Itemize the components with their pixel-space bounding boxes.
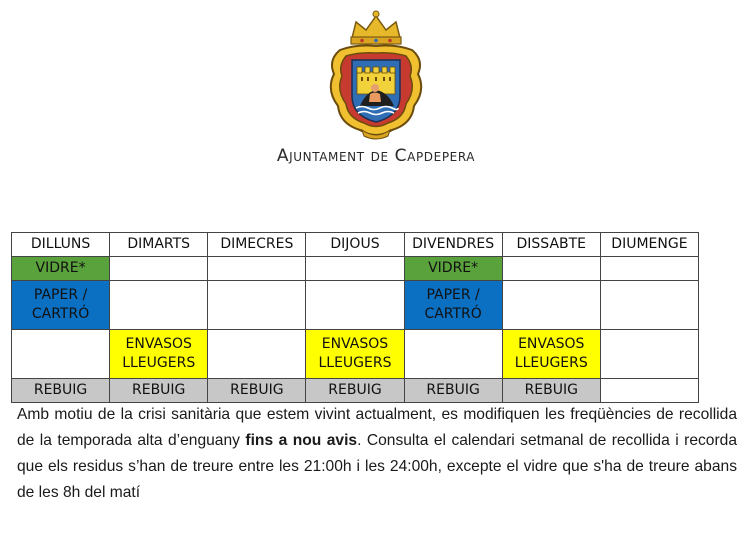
table-row bbox=[12, 379, 699, 403]
day-header: DIMARTS bbox=[110, 233, 208, 257]
empty-cell bbox=[502, 281, 600, 330]
weekly-collection-table bbox=[11, 232, 699, 403]
empty-cell bbox=[600, 281, 698, 330]
crown-icon bbox=[351, 11, 401, 44]
empty-cell bbox=[208, 257, 306, 281]
day-header: DILLUNS bbox=[12, 233, 110, 257]
envasos-line2: LLEUGERS bbox=[514, 355, 588, 371]
organization-title: Ajuntament de Capdepera bbox=[276, 146, 476, 166]
envasos-lleugers-cell bbox=[502, 330, 600, 379]
paper-line1: PAPER / bbox=[33, 287, 88, 303]
paper-carto-cell bbox=[12, 281, 110, 330]
notice-paragraph bbox=[17, 402, 737, 506]
empty-cell bbox=[404, 330, 502, 379]
envasos-lleugers-cell bbox=[110, 330, 208, 379]
vidre-cell: VIDRE* bbox=[12, 257, 110, 281]
rebuig-cell: REBUIG bbox=[110, 379, 208, 403]
rebuig-cell: REBUIG bbox=[404, 379, 502, 403]
rebuig-cell: REBUIG bbox=[12, 379, 110, 403]
empty-cell bbox=[208, 330, 306, 379]
table-row bbox=[12, 257, 699, 281]
empty-cell bbox=[306, 281, 404, 330]
notice-text-after: . Consulta el calendari setmanal de recollida i recorda que els residus s’han de treure entre les 21:00h i les 24:00h, excepte el vidre que s'ha de treure abans de les 8h del matí bbox=[17, 432, 737, 501]
empty-cell bbox=[306, 257, 404, 281]
rebuig-cell: REBUIG bbox=[502, 379, 600, 403]
empty-cell bbox=[12, 330, 110, 379]
envasos-line1: ENVASOS bbox=[518, 336, 585, 352]
day-header: DIJOUS bbox=[306, 233, 404, 257]
empty-cell bbox=[600, 257, 698, 281]
day-header: DIUMENGE bbox=[600, 233, 698, 257]
empty-cell bbox=[600, 379, 698, 403]
municipal-coat-of-arms-icon bbox=[318, 8, 434, 144]
empty-cell bbox=[208, 281, 306, 330]
empty-cell bbox=[110, 257, 208, 281]
table-header-row bbox=[12, 233, 699, 257]
notice-text-before: Amb motiu de la crisi sanitària que estem vivint actualment, es modifiquen les freqüències de recollida de la temporada alta d’enguany bbox=[17, 406, 737, 449]
empty-cell bbox=[110, 281, 208, 330]
envasos-line1: ENVASOS bbox=[125, 336, 192, 352]
envasos-lleugers-cell bbox=[306, 330, 404, 379]
paper-line2: CARTRÓ bbox=[424, 306, 482, 322]
rebuig-cell: REBUIG bbox=[208, 379, 306, 403]
envasos-line2: LLEUGERS bbox=[122, 355, 196, 371]
envasos-line1: ENVASOS bbox=[321, 336, 389, 352]
table-row bbox=[12, 330, 699, 379]
day-header: DISSABTE bbox=[502, 233, 600, 257]
table-row bbox=[12, 281, 699, 330]
empty-cell bbox=[502, 257, 600, 281]
paper-line1: PAPER / bbox=[426, 287, 480, 303]
paper-line2: CARTRÓ bbox=[31, 306, 90, 322]
notice-emphasis: fins a nou avis bbox=[245, 432, 358, 449]
rebuig-cell: REBUIG bbox=[306, 379, 404, 403]
empty-cell bbox=[600, 330, 698, 379]
day-header: DIMECRES bbox=[208, 233, 306, 257]
day-header: DIVENDRES bbox=[404, 233, 502, 257]
vidre-cell: VIDRE* bbox=[404, 257, 502, 281]
envasos-line2: LLEUGERS bbox=[318, 355, 392, 371]
paper-carto-cell bbox=[404, 281, 502, 330]
